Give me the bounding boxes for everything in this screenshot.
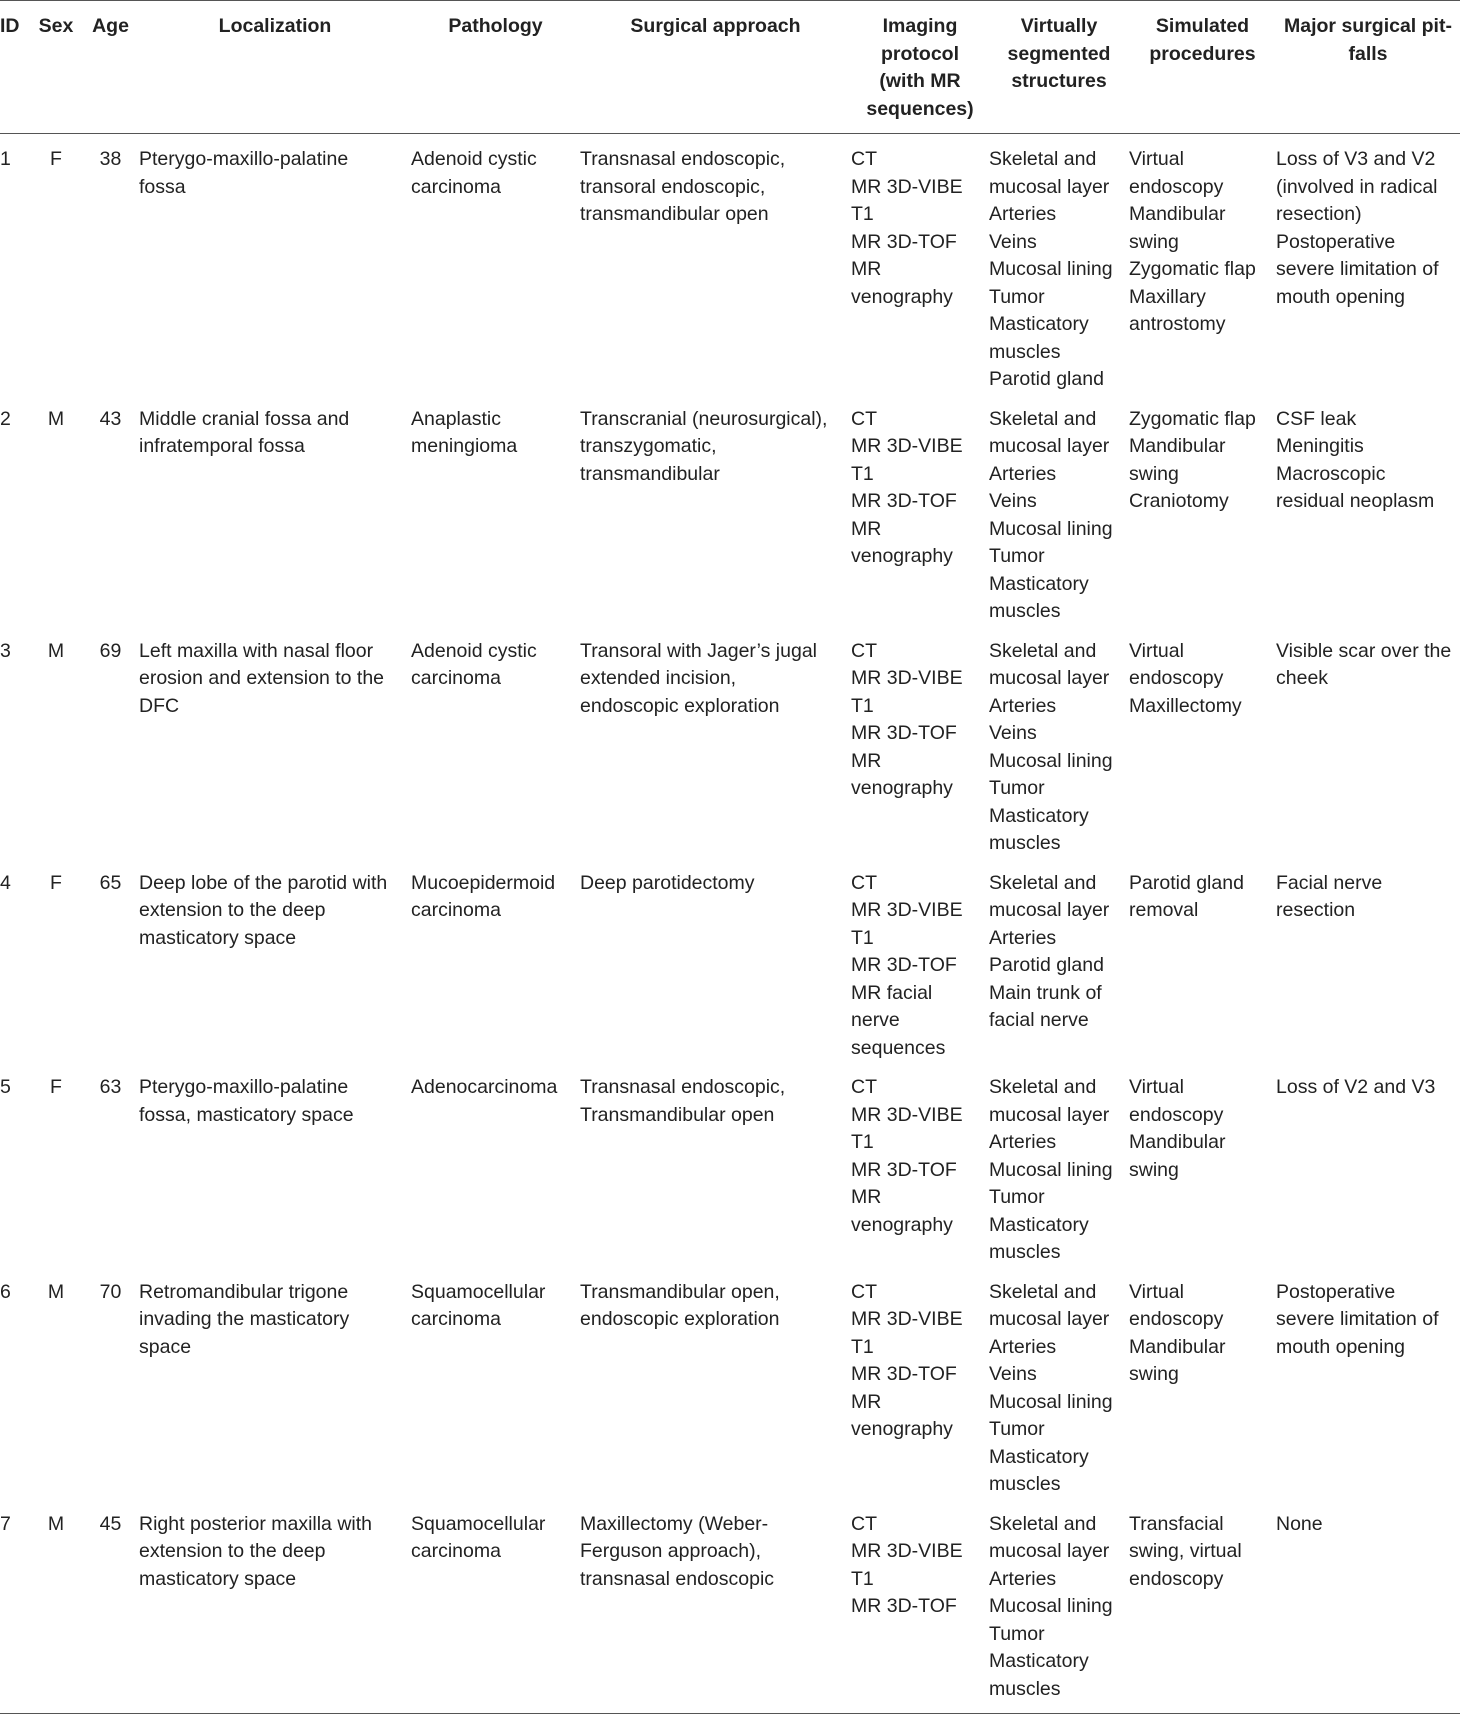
- cell-localization: [139, 1267, 411, 1499]
- cell-segmented-structures-line: muscles: [989, 1241, 1061, 1263]
- cell-segmented-structures-line: Masticatory: [989, 572, 1089, 595]
- cell-imaging-protocol-line: T1: [851, 462, 874, 485]
- cell-major-pitfalls-line: mouth opening: [1276, 285, 1406, 308]
- cell-pathology-line: Squamocellular: [411, 1280, 546, 1303]
- cell-pathology-line: carcinoma: [411, 667, 501, 689]
- header-id: ID: [0, 15, 20, 37]
- cell-surgical-approach-line: transnasal endoscopic: [580, 1567, 775, 1590]
- cell-imaging-protocol-line: T1: [851, 694, 874, 717]
- cell-pathology: [411, 394, 580, 626]
- table-row: [0, 134, 1460, 394]
- header-localization: Localization: [218, 15, 332, 37]
- cell-imaging-protocol: [851, 394, 989, 626]
- cell-imaging-protocol: [851, 1062, 989, 1267]
- header-procedures-line: procedures: [1149, 42, 1256, 65]
- cell-segmented-structures-line: Tumor: [989, 1186, 1045, 1208]
- cell-segmented-structures: [989, 134, 1129, 394]
- cell-surgical-approach-line: transmandibular: [580, 462, 720, 485]
- cell-segmented-structures-line: Tumor: [989, 1418, 1045, 1440]
- table-row: [0, 1062, 1460, 1267]
- cell-imaging-protocol-line: venography: [851, 1418, 953, 1440]
- cell-simulated-procedures-line: swing: [1129, 462, 1179, 485]
- cell-imaging-protocol-line: MR 3D-TOF: [851, 722, 957, 744]
- cell-simulated-procedures: [1129, 394, 1276, 626]
- cell-surgical-approach-line: Transmandibular open: [580, 1103, 775, 1126]
- cell-simulated-procedures: [1129, 134, 1276, 394]
- cell-pathology: [411, 1062, 580, 1267]
- cell-simulated-procedures-line: endoscopy: [1129, 175, 1224, 198]
- cell-imaging-protocol-line: MR 3D-TOF: [851, 1158, 957, 1181]
- cell-localization-line: Pterygo-maxillo-palatine: [139, 148, 349, 170]
- cell-pathology-line: Adenocarcinoma: [411, 1076, 558, 1098]
- cell-segmented-structures: [989, 1062, 1129, 1267]
- cell-simulated-procedures-line: antrostomy: [1129, 313, 1226, 335]
- cell-segmented-structures: [989, 626, 1129, 858]
- cell-surgical-approach: [580, 1499, 851, 1714]
- cell-simulated-procedures-line: Virtual: [1129, 639, 1184, 662]
- cell-imaging-protocol-line: MR facial: [851, 981, 933, 1004]
- table-body: [0, 134, 1460, 1714]
- cell-segmented-structures-line: Parotid gland: [989, 368, 1104, 390]
- cell-segmented-structures-line: Masticatory: [989, 1650, 1089, 1672]
- cell-imaging-protocol-line: MR 3D-VIBE: [851, 1540, 963, 1562]
- cell-segmented-structures-line: Masticatory: [989, 313, 1089, 335]
- cell-segmented-structures-line: mucosal layer: [989, 1103, 1110, 1126]
- cell-localization-line: masticatory space: [139, 1567, 297, 1590]
- cell-segmented-structures-line: Veins: [989, 1363, 1037, 1385]
- cell-segmented-structures-line: Arteries: [989, 1567, 1057, 1590]
- cell-major-pitfalls-line: None: [1276, 1512, 1323, 1535]
- cell-segmented-structures-line: Skeletal and: [989, 639, 1097, 662]
- cell-segmented-structures-line: Masticatory: [989, 1213, 1089, 1236]
- cell-segmented-structures-line: Mucosal lining: [989, 749, 1113, 772]
- cell-segmented-structures-line: Tumor: [989, 777, 1045, 799]
- cell-imaging-protocol: [851, 626, 989, 858]
- cell-id: 4: [0, 871, 11, 894]
- cell-segmented-structures: [989, 858, 1129, 1063]
- cell-localization-line: Right posterior maxilla with: [139, 1512, 373, 1535]
- cell-localization-line: extension to the deep: [139, 1540, 326, 1562]
- cell-segmented-structures-line: mucosal layer: [989, 1540, 1110, 1562]
- cell-surgical-approach-line: transmandibular open: [580, 203, 769, 225]
- cell-imaging-protocol-line: CT: [851, 407, 877, 430]
- cell-age: 70: [99, 1280, 122, 1303]
- cell-imaging-protocol-line: T1: [851, 1131, 874, 1153]
- cell-surgical-approach-line: Transnasal endoscopic,: [580, 1076, 786, 1098]
- header-pathology: Pathology: [448, 15, 543, 37]
- cell-major-pitfalls-line: resection): [1276, 203, 1362, 225]
- cell-segmented-structures-line: Mucosal lining: [989, 1158, 1113, 1181]
- cell-imaging-protocol-line: MR: [851, 517, 882, 540]
- cell-sex: F: [50, 148, 62, 170]
- cell-age: 69: [99, 639, 122, 662]
- cell-imaging-protocol-line: T1: [851, 1567, 874, 1590]
- cell-imaging-protocol-line: T1: [851, 926, 874, 949]
- cell-age: 45: [99, 1512, 122, 1535]
- cell-imaging-protocol-line: MR 3D-TOF: [851, 230, 957, 253]
- cell-imaging-protocol-line: MR 3D-VIBE: [851, 175, 963, 198]
- cell-segmented-structures-line: Skeletal and: [989, 1512, 1097, 1535]
- cell-sex: M: [47, 639, 65, 662]
- cell-id: 1: [0, 148, 11, 170]
- cell-localization: [139, 394, 411, 626]
- cell-pathology: [411, 1499, 580, 1714]
- cell-imaging-protocol: [851, 858, 989, 1063]
- cell-segmented-structures-line: Arteries: [989, 694, 1057, 717]
- cell-surgical-approach: [580, 1062, 851, 1267]
- cell-pathology-line: Squamocellular: [411, 1512, 546, 1535]
- cell-imaging-protocol-line: MR 3D-VIBE: [851, 435, 963, 457]
- cell-imaging-protocol-line: MR 3D-VIBE: [851, 1103, 963, 1126]
- cell-age: 65: [99, 871, 122, 894]
- cell-segmented-structures-line: Tumor: [989, 285, 1045, 308]
- cell-simulated-procedures: [1129, 626, 1276, 858]
- cell-surgical-approach-line: extended incision,: [580, 667, 737, 689]
- cell-major-pitfalls: [1276, 1267, 1460, 1499]
- cell-simulated-procedures-line: Virtual: [1129, 148, 1184, 170]
- cell-surgical-approach-line: Maxillectomy (Weber-: [580, 1512, 769, 1535]
- cell-segmented-structures-line: Veins: [989, 230, 1037, 253]
- cell-segmented-structures-line: Mucosal lining: [989, 1390, 1113, 1413]
- header-segmented-structures: [989, 1, 1129, 134]
- cell-pathology-line: Adenoid cystic: [411, 639, 537, 662]
- cell-imaging-protocol-line: MR 3D-VIBE: [851, 899, 963, 921]
- cell-segmented-structures-line: mucosal layer: [989, 435, 1110, 457]
- cell-simulated-procedures-line: Maxillary: [1129, 285, 1206, 308]
- cell-simulated-procedures: [1129, 1499, 1276, 1714]
- header-surgical-approach: Surgical approach: [630, 15, 801, 37]
- cell-simulated-procedures-line: endoscopy: [1129, 1308, 1224, 1330]
- cell-major-pitfalls-line: CSF leak: [1276, 407, 1357, 430]
- cell-major-pitfalls-line: Postoperative: [1276, 1280, 1396, 1303]
- cell-localization: [139, 1062, 411, 1267]
- header-imaging-line: Imaging: [882, 15, 958, 37]
- cell-major-pitfalls: [1276, 134, 1460, 394]
- cell-segmented-structures-line: Masticatory: [989, 804, 1089, 827]
- cell-localization-line: fossa: [139, 175, 186, 198]
- cell-pathology-line: carcinoma: [411, 1540, 501, 1562]
- cell-imaging-protocol-line: venography: [851, 545, 953, 567]
- cell-localization-line: Left maxilla with nasal floor: [139, 639, 374, 662]
- cell-simulated-procedures-line: removal: [1129, 899, 1199, 921]
- cell-pathology-line: carcinoma: [411, 899, 501, 921]
- cell-segmented-structures-line: Skeletal and: [989, 148, 1097, 170]
- cell-surgical-approach-line: Ferguson approach),: [580, 1540, 762, 1562]
- header-imaging-line: protocol: [881, 42, 959, 65]
- cell-sex: F: [50, 1076, 62, 1098]
- cell-surgical-approach: [580, 626, 851, 858]
- cell-simulated-procedures-line: Zygomatic flap: [1129, 258, 1256, 280]
- cell-major-pitfalls: [1276, 1499, 1460, 1714]
- cell-surgical-approach-line: endoscopic exploration: [580, 694, 780, 717]
- cell-imaging-protocol-line: T1: [851, 203, 874, 225]
- cell-simulated-procedures-line: endoscopy: [1129, 667, 1224, 689]
- cell-simulated-procedures-line: Mandibular: [1129, 435, 1226, 457]
- header-procedures-line: Simulated: [1155, 15, 1250, 37]
- cell-major-pitfalls-line: severe limitation of: [1276, 258, 1439, 280]
- table-row: [0, 1499, 1460, 1714]
- cell-major-pitfalls-line: Visible scar over the: [1276, 639, 1452, 662]
- cell-major-pitfalls: [1276, 626, 1460, 858]
- cell-imaging-protocol-line: MR 3D-VIBE: [851, 1308, 963, 1330]
- cell-localization: [139, 1499, 411, 1714]
- cell-imaging-protocol-line: MR 3D-TOF: [851, 1363, 957, 1385]
- cell-major-pitfalls: [1276, 394, 1460, 626]
- cell-pathology-line: carcinoma: [411, 1308, 501, 1330]
- cell-segmented-structures-line: Mucosal lining: [989, 517, 1113, 540]
- table-header: [0, 1, 1460, 134]
- cell-segmented-structures-line: Tumor: [989, 545, 1045, 567]
- header-imaging-line: sequences): [866, 97, 974, 120]
- cell-segmented-structures-line: Arteries: [989, 926, 1057, 949]
- cell-segmented-structures: [989, 1267, 1129, 1499]
- cell-imaging-protocol-line: MR: [851, 1390, 882, 1413]
- cell-surgical-approach-line: transzygomatic,: [580, 435, 717, 457]
- cell-segmented-structures-line: Parotid gland: [989, 954, 1104, 976]
- cell-sex: M: [47, 1280, 65, 1303]
- cell-major-pitfalls-line: Postoperative: [1276, 230, 1396, 253]
- cell-segmented-structures-line: Veins: [989, 490, 1037, 512]
- cell-imaging-protocol: [851, 134, 989, 394]
- cell-simulated-procedures: [1129, 1062, 1276, 1267]
- cell-pathology: [411, 134, 580, 394]
- cell-localization-line: Pterygo-maxillo-palatine: [139, 1076, 349, 1098]
- cell-surgical-approach: [580, 858, 851, 1063]
- cell-simulated-procedures-line: swing, virtual: [1129, 1540, 1242, 1562]
- cell-id: 2: [0, 407, 11, 430]
- cell-major-pitfalls-line: residual neoplasm: [1276, 490, 1435, 512]
- cell-simulated-procedures-line: Virtual: [1129, 1076, 1184, 1098]
- header-segmented-line: segmented: [1007, 42, 1111, 65]
- cell-segmented-structures-line: Skeletal and: [989, 407, 1097, 430]
- cell-surgical-approach-line: Transmandibular open,: [580, 1280, 780, 1303]
- cell-imaging-protocol-line: CT: [851, 148, 877, 170]
- cell-imaging-protocol-line: venography: [851, 1213, 953, 1236]
- cell-imaging-protocol-line: MR 3D-TOF: [851, 490, 957, 512]
- cell-localization: [139, 858, 411, 1063]
- cell-age: 38: [99, 148, 122, 170]
- cell-localization-line: extension to the deep: [139, 899, 326, 921]
- cell-pathology-line: meningioma: [411, 435, 518, 457]
- cell-segmented-structures-line: Arteries: [989, 203, 1057, 225]
- cell-imaging-protocol-line: venography: [851, 777, 953, 799]
- cell-surgical-approach-line: Transcranial (neurosurgical),: [580, 407, 828, 430]
- cell-segmented-structures-line: facial nerve: [989, 1009, 1089, 1031]
- cell-imaging-protocol-line: MR: [851, 258, 882, 280]
- cell-imaging-protocol-line: CT: [851, 1512, 877, 1535]
- cell-imaging-protocol-line: CT: [851, 1280, 877, 1303]
- cell-localization-line: erosion and extension to the: [139, 667, 385, 689]
- cell-segmented-structures-line: mucosal layer: [989, 899, 1110, 921]
- cell-segmented-structures-line: Arteries: [989, 1335, 1057, 1358]
- cell-sex: M: [47, 407, 65, 430]
- cell-simulated-procedures-line: swing: [1129, 1158, 1179, 1181]
- cell-pathology-line: Mucoepidermoid: [411, 871, 556, 894]
- cell-simulated-procedures-line: endoscopy: [1129, 1103, 1224, 1126]
- header-major-pitfalls: [1276, 1, 1460, 134]
- cell-major-pitfalls: [1276, 858, 1460, 1063]
- cell-pathology-line: carcinoma: [411, 175, 501, 198]
- cell-major-pitfalls-line: Facial nerve: [1276, 871, 1383, 894]
- header-segmented-line: structures: [1011, 70, 1107, 92]
- cell-major-pitfalls-line: Macroscopic: [1276, 462, 1386, 485]
- cell-segmented-structures-line: Mucosal lining: [989, 258, 1113, 280]
- cell-segmented-structures: [989, 394, 1129, 626]
- cell-pathology: [411, 1267, 580, 1499]
- cell-imaging-protocol-line: CT: [851, 639, 877, 662]
- cell-pathology-line: Adenoid cystic: [411, 148, 537, 170]
- cell-major-pitfalls: [1276, 1062, 1460, 1267]
- cell-localization-line: space: [139, 1335, 192, 1358]
- cell-simulated-procedures-line: Zygomatic flap: [1129, 407, 1256, 430]
- cell-segmented-structures-line: mucosal layer: [989, 175, 1110, 198]
- cell-simulated-procedures-line: Transfacial: [1129, 1512, 1224, 1535]
- header-imaging-line: (with MR: [879, 70, 961, 92]
- cell-simulated-procedures: [1129, 858, 1276, 1063]
- cell-imaging-protocol-line: MR: [851, 749, 882, 772]
- cell-segmented-structures-line: mucosal layer: [989, 1308, 1110, 1330]
- cell-imaging-protocol-line: MR 3D-VIBE: [851, 667, 963, 689]
- cell-segmented-structures-line: Main trunk of: [989, 981, 1102, 1004]
- cell-imaging-protocol-line: sequences: [851, 1036, 946, 1059]
- cell-pathology: [411, 858, 580, 1063]
- header-sex: Sex: [38, 15, 74, 37]
- cell-simulated-procedures-line: endoscopy: [1129, 1567, 1224, 1590]
- cell-localization-line: invading the masticatory: [139, 1308, 350, 1330]
- cell-age: 43: [99, 407, 122, 430]
- cell-simulated-procedures-line: swing: [1129, 1363, 1179, 1385]
- cell-localization-line: infratemporal fossa: [139, 435, 305, 457]
- cell-id: 5: [0, 1076, 11, 1098]
- cell-segmented-structures-line: Skeletal and: [989, 1280, 1097, 1303]
- cell-simulated-procedures-line: swing: [1129, 230, 1179, 253]
- cell-id: 3: [0, 639, 11, 662]
- cell-segmented-structures-line: Tumor: [989, 1622, 1045, 1645]
- cell-surgical-approach-line: Deep parotidectomy: [580, 871, 755, 894]
- cell-major-pitfalls-line: Loss of V2 and V3: [1276, 1076, 1436, 1098]
- cell-major-pitfalls-line: mouth opening: [1276, 1335, 1406, 1358]
- cell-segmented-structures-line: muscles: [989, 600, 1061, 622]
- cell-simulated-procedures-line: Craniotomy: [1129, 490, 1229, 512]
- cell-major-pitfalls-line: Loss of V3 and V2: [1276, 148, 1436, 170]
- cell-major-pitfalls-line: (involved in radical: [1276, 175, 1438, 198]
- cell-sex: M: [47, 1512, 65, 1535]
- cell-segmented-structures: [989, 1499, 1129, 1714]
- cell-segmented-structures-line: mucosal layer: [989, 667, 1110, 689]
- cell-localization-line: DFC: [139, 694, 180, 717]
- cell-simulated-procedures-line: Mandibular: [1129, 1131, 1226, 1153]
- cell-imaging-protocol-line: CT: [851, 871, 877, 894]
- cell-sex: F: [50, 871, 62, 894]
- cell-pathology-line: Anaplastic: [411, 407, 501, 430]
- cell-segmented-structures-line: Skeletal and: [989, 871, 1097, 894]
- table-row: [0, 394, 1460, 626]
- cell-localization: [139, 134, 411, 394]
- cell-segmented-structures-line: Arteries: [989, 462, 1057, 485]
- cell-simulated-procedures: [1129, 1267, 1276, 1499]
- cell-localization-line: Middle cranial fossa and: [139, 407, 350, 430]
- cell-segmented-structures-line: muscles: [989, 1473, 1061, 1495]
- cell-age: 63: [99, 1076, 122, 1098]
- cell-id: 6: [0, 1280, 11, 1303]
- cell-imaging-protocol-line: MR 3D-TOF: [851, 954, 957, 976]
- header-imaging-protocol: [851, 1, 989, 134]
- cell-simulated-procedures-line: Virtual: [1129, 1280, 1184, 1303]
- cell-surgical-approach: [580, 394, 851, 626]
- cell-major-pitfalls-line: Meningitis: [1276, 435, 1364, 457]
- cell-localization-line: Deep lobe of the parotid with: [139, 871, 388, 894]
- cell-surgical-approach: [580, 1267, 851, 1499]
- cell-imaging-protocol: [851, 1499, 989, 1714]
- cell-major-pitfalls-line: cheek: [1276, 667, 1329, 689]
- cell-surgical-approach-line: transoral endoscopic,: [580, 175, 766, 198]
- header-pitfalls-line: falls: [1348, 42, 1388, 65]
- table-row: [0, 1267, 1460, 1499]
- cell-major-pitfalls-line: severe limitation of: [1276, 1308, 1439, 1330]
- header-age: Age: [92, 15, 129, 37]
- cell-segmented-structures-line: Masticatory: [989, 1445, 1089, 1468]
- cell-localization-line: masticatory space: [139, 926, 297, 949]
- table-row: [0, 858, 1460, 1063]
- cell-imaging-protocol: [851, 1267, 989, 1499]
- cell-simulated-procedures-line: Maxillectomy: [1129, 694, 1242, 717]
- cell-imaging-protocol-line: T1: [851, 1335, 874, 1358]
- header-simulated-procedures: [1129, 1, 1276, 134]
- cell-surgical-approach-line: Transoral with Jager’s jugal: [580, 639, 817, 662]
- cell-segmented-structures-line: Mucosal lining: [989, 1595, 1113, 1617]
- cell-pathology: [411, 626, 580, 858]
- cell-surgical-approach: [580, 134, 851, 394]
- cell-simulated-procedures-line: Mandibular: [1129, 203, 1226, 225]
- cell-segmented-structures-line: muscles: [989, 832, 1061, 854]
- cell-segmented-structures-line: Veins: [989, 722, 1037, 744]
- cell-id: 7: [0, 1512, 11, 1535]
- cell-simulated-procedures-line: Mandibular: [1129, 1335, 1226, 1358]
- header-row: [0, 1, 1460, 134]
- cell-surgical-approach-line: Transnasal endoscopic,: [580, 148, 786, 170]
- cell-imaging-protocol-line: venography: [851, 285, 953, 308]
- table-row: [0, 626, 1460, 858]
- cell-localization-line: Retromandibular trigone: [139, 1280, 349, 1303]
- cell-imaging-protocol-line: CT: [851, 1076, 877, 1098]
- cell-localization-line: fossa, masticatory space: [139, 1103, 354, 1126]
- cell-segmented-structures-line: Skeletal and: [989, 1076, 1097, 1098]
- cell-segmented-structures-line: muscles: [989, 1677, 1061, 1700]
- cell-imaging-protocol-line: MR: [851, 1186, 882, 1208]
- cell-major-pitfalls-line: resection: [1276, 899, 1356, 921]
- cell-localization: [139, 626, 411, 858]
- cell-imaging-protocol-line: nerve: [851, 1009, 900, 1031]
- header-segmented-line: Virtually: [1020, 15, 1098, 37]
- cell-segmented-structures-line: Arteries: [989, 1131, 1057, 1153]
- cell-simulated-procedures-line: Parotid gland: [1129, 871, 1244, 894]
- header-pitfalls-line: Major surgical pit-: [1284, 15, 1452, 37]
- cell-imaging-protocol-line: MR 3D-TOF: [851, 1595, 957, 1617]
- cell-surgical-approach-line: endoscopic exploration: [580, 1308, 780, 1330]
- cell-segmented-structures-line: muscles: [989, 340, 1061, 363]
